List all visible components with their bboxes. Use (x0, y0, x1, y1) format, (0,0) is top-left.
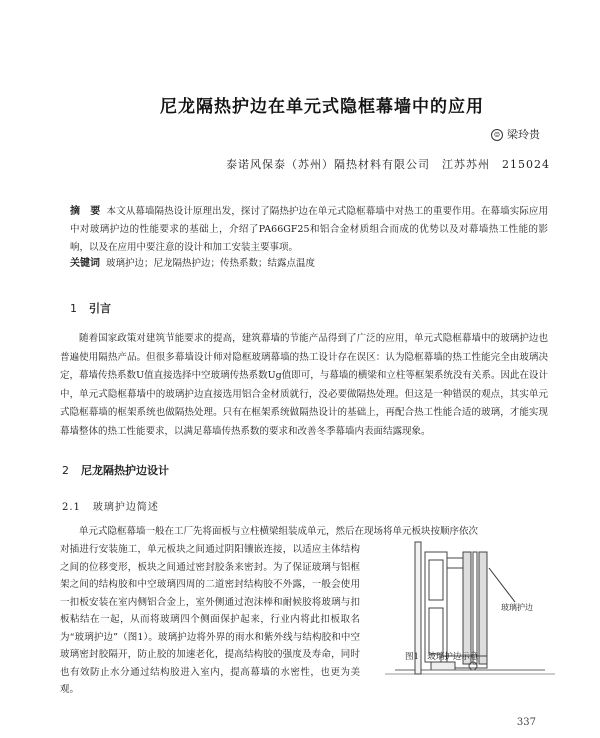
figure-1-caption: 图1 玻璃护边示意 (405, 652, 479, 662)
figure-1-drawing (385, 538, 555, 698)
section-2-1-number: 2.1 (62, 502, 81, 513)
section-2-1-paragraph-line1: 单元式隐框幕墙一般在工厂先将面板与立柱横梁组装成单元，然后在现场将单元板块按顺序依次 (79, 526, 479, 537)
keywords-label: 关键词 (70, 258, 100, 269)
affiliation: 泰诺风保泰（苏州）隔热材料有限公司 江苏苏州 215024 (226, 158, 550, 171)
keywords-text: 玻璃护边；尼龙隔热护边；传热系数；结露点温度 (106, 258, 316, 269)
figure-1-label: 玻璃护边 (501, 603, 533, 612)
author-mark-icon: ☺ (491, 129, 503, 141)
section-2-1-heading (62, 498, 159, 513)
section-1-heading (70, 300, 111, 316)
figure-1 (385, 538, 555, 698)
section-2-number: 2 (62, 464, 69, 477)
section-2-title: 尼龙隔热护边设计 (81, 464, 169, 477)
section-1-title: 引言 (89, 302, 111, 315)
section-2-1-paragraph-wrap: 对插进行安装施工，单元板块之间通过阴阳镶嵌连接，以适应主体结构之间的位移变形，板块之间通过密封胶条来密封。为了保证玻璃与铝框架之间的结构胶和中空玻璃四周的二道密封结构胶不外露，一般会使用一扣板安装在室内侧铝合金上，室外侧通过泡沫棒和耐候胶将玻璃与扣板粘结在一起，从而将玻璃四个侧面保护起来，行业内将此扣板取名为“玻璃护边”（图1）。玻璃护边将外界的雨水和紫外线与结构胶和中空玻璃密封胶隔开，防止胶的加速老化，提高结构胶的强度及寿命，同时也有效防止水分通过结构胶进入室内，提高幕墙的水密性，也更为美观。 (60, 544, 360, 695)
section-2-heading (62, 462, 169, 478)
abstract-text: 本文从幕墙隔热设计原理出发，探讨了隔热护边在单元式隐框幕墙中对热工的重要作用。在幕墙实际应用中对玻璃护边的性能要求的基础上，介绍了PA66GF25和铝合金材质组合而成的优势以及对幕墙热工性能的影响，以及在应用中要注意的设计和加工安装主要事项。 (70, 206, 548, 253)
section-2-1-title: 玻璃护边简述 (92, 502, 159, 513)
author-line (491, 126, 540, 142)
abstract (70, 203, 548, 257)
section-1-number: 1 (70, 302, 77, 315)
section-1-paragraph: 随着国家政策对建筑节能要求的提高，建筑幕墙的节能产品得到了广泛的应用，单元式隐框幕墙中的玻璃护边也普遍使用隔热产品。但很多幕墙设计师对隐框玻璃幕墙的热工设计存在误区：认为隐框幕墙的热工性能完全由玻璃决定，幕墙传热系数U值直接选择中空玻璃传热系数Ug值即可，与幕墙的横梁和立柱等框架系统没有关系。因此在设计中，单元式隐框幕墙中的玻璃护边直接选用铝合金材质就行，没必要做隔热处理。但这是一种错误的观点，其实单元式隐框幕墙的框架系统也做隔热处理。只有在框架系统做隔热设计的基础上，再配合热工性能合适的玻璃，才能实现幕墙整体的热工性能要求，以满足幕墙传热系数的要求和改善冬季幕墙内表面结露现象。 (60, 333, 548, 437)
keywords (70, 254, 548, 269)
abstract-label: 摘 要 (70, 206, 101, 217)
paper-title: 尼龙隔热护边在单元式隐框幕墙中的应用 (160, 97, 484, 117)
author-name: 梁玲贵 (507, 128, 540, 141)
page-number: 337 (516, 717, 536, 728)
